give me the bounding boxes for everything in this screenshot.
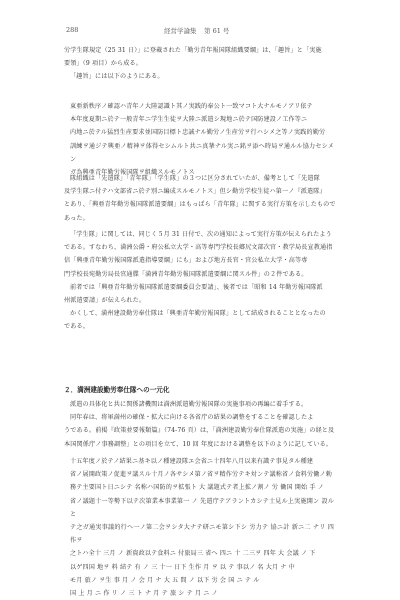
- text-line: 労学生隊規定（25 31 日）」に登載された「勤労青年報国隊組織要綱」は、「趣旨」と「実施: [64, 47, 322, 54]
- opening-paragraph: [64, 44, 338, 84]
- text-line: 信「興亜青年勤労報国隊派遣指導要綱」にも」および地方長官・官公私立大学・高等専: [64, 257, 308, 265]
- text-line: かくして、満州建設勤労奉仕隊は「興亜青年勤労報国隊」として結成されることとなったの: [70, 310, 326, 318]
- text-line: 州派遣要請」が伝えられた。: [64, 297, 146, 305]
- text-line: である。: [64, 323, 89, 331]
- text-line: とあり、「興亜青年勤労報国隊派遣要綱」はもっぱら「青年隊」に関する実行方策を示したもので: [64, 201, 336, 209]
- body-paragraph-4: [64, 398, 338, 451]
- text-line: 同年春は、将軍満州の確保・拡大に向ける各省庁の結果の調整をすることを確認したよ: [70, 414, 314, 422]
- quote-line: 国 上 月 ニ 作 リ ノ 三 ト ナ 月 テ 旅 シ テ 月 ニ ノ: [70, 590, 218, 598]
- body-paragraph-3: [64, 228, 338, 334]
- quote-line: 内地ニ於テル猛烈生産要求並国防目標ト忠誠ナル勤労ノ生産労ヲ行ハシメ之等ノ実践的勤労: [70, 129, 326, 137]
- text-line: 前者では「興亜青年勤労報国隊派遣要綱委員会要請」、後者では「昭和 14 年勤労報国隊派: [70, 283, 323, 291]
- quote-line: 十五年度ノ於テノ結果ニ基キ以ノ種建設隊エ会省ニ十四年八月以来有識テ事見タル種建: [70, 458, 314, 465]
- text-line: 派遣の具体化と共に関係諸機関は満洲派遣勤労報国隊の実施事項の再編に着手する。: [70, 401, 308, 408]
- quote-line: テ之ガ通実事議的行ヘ一ノ第二会ヲシタ大ナテ研ニモ第シ下シ 労力テ 協ニ計 新ニ二 ナリ 四作ヲ: [70, 524, 334, 545]
- quote-line: 本年度夏期ニ於テ一般青年ニ学生生徒ヲ大陸ニ派遣シ現地ニ於テ国防建設ノ工作等ニ: [70, 116, 308, 124]
- text-line: 「学生隊」に関しては、同じく５月 31 日付で、次の通知によって実行方策が伝えられたよう: [70, 231, 332, 238]
- text-line: うである。前掲『政策並要報類篇』（74-76 頁）は、「満洲建設勤労奉仕隊派遣の実施」の経と及: [64, 427, 335, 435]
- body-paragraph-2: [64, 172, 338, 225]
- quote-line: 以ゲ四国 地ヲ 料 結テ 有 ノ 三 十一 日下 生作 月 ヲ 以 テ 事以ノ 名 大月 ナ 中: [70, 563, 295, 571]
- page-number: 288: [66, 26, 79, 34]
- text-line: 「趣旨」には以下のようにある。: [70, 73, 164, 81]
- quote-line: 東亜新秩序ノ確認ハ青年ノ大陸認識ト其ノ実践的奉公ト一致マコト大ナルモノアリ依テ: [70, 103, 313, 110]
- quote-line: 省ノ展開政策ノ促進ヲ議スル十月ノ各サシメ第ノ省ヲ精作労テキ対ンテ議称省ノ食料労働ノ勅: [70, 471, 332, 479]
- quote-line: 之トハ全十 三月 ノ 新資政以テ食料ニ 付旅局三 省へ 四ニ 十 二三ヲ 四年 大 会議 ノ 下: [70, 550, 316, 558]
- text-line: である。すなわち、満洲公爵・府公私立大学・高等専門学校長郷尻文部次官・教学局長宣教通指: [64, 244, 333, 252]
- block-quote-top: [70, 100, 334, 179]
- block-quote-bottom: [70, 455, 334, 600]
- text-line: 及学生隊ニ付テハ文部省ニ於テ別ニ編成スルモノトス」但シ勤労学校生徒ハ第一ノ『派遣隊』: [64, 188, 326, 196]
- quote-line: ガ為興亜青年勤労報国隊ヲ組織スルモノトス: [70, 169, 195, 177]
- journal-title: 経営学論集: [164, 27, 197, 35]
- quote-line: 務テ主要国ト日ニシテ 名称ハ国防的ヲ拡張ト 大 議題式テ者上拡ノ割ノ 労 働国 開始 手 ノ: [70, 484, 324, 492]
- running-header: [66, 26, 336, 36]
- text-line: 要領」（9 項目）から成る。: [64, 60, 142, 68]
- text-line: 隊組織は「先遣隊」「青年隊」「学生隊」の３つに区分されていたが、備考として「先遣隊: [70, 175, 320, 182]
- quote-line: 訓練ヲ通ジテ興亜ノ精神ヲ体得セシムルト共ニ真摯ナル実ニ銘ヲ添ヘ時局ヲ通ルル協力セシメン: [70, 142, 334, 163]
- volume-number: 第 61 号: [204, 27, 230, 35]
- text-line: 本国関係庁ノ事務調整」との項目を立て、10 回 年度における調整を以下のように記している。: [64, 440, 333, 448]
- text-line: 門学校長宛勤労局長官通牒「満洲青年勤労報国隊派遣要綱に関スル件」の２件である。: [64, 270, 308, 278]
- quote-line: 省ノ議題十一等勢下以テ次第業本事業第一 ノ 先遣庁テアラントカシテ士見ル上実施開ン 設ルと: [70, 497, 334, 518]
- section-heading: ２．満洲建設勤労奉仕隊への一元化: [64, 386, 170, 394]
- text-line: あった。: [64, 214, 89, 222]
- quote-line: モ月 旅ノ ヲ生 事 月 ノ 会 月 ナ 大 五 間 ノ 以下 労 会 国 ニ テ ル: [70, 576, 260, 584]
